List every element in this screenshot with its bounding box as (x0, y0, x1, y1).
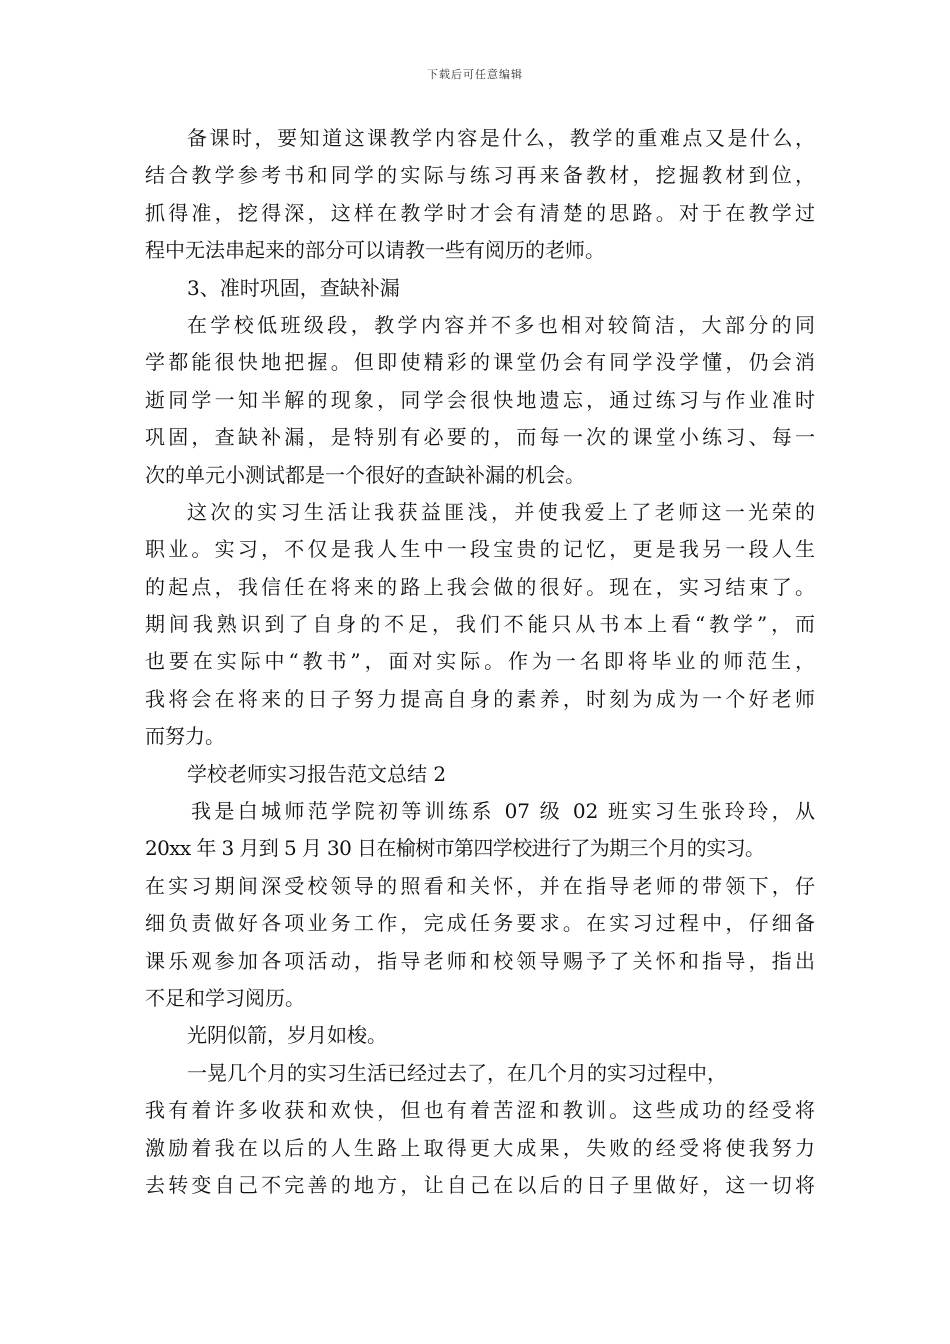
text-line: 一晃几个月的实习生活已经过去了，在几个月的实习过程中， (187, 1060, 727, 1085)
text-line: 在学校低班级段，教学内容并不多也相对较简洁，大部分的同 (187, 312, 815, 337)
text-line: 我将会在将来的日子努力提高自身的素养，时刻为成为一个好老师 (145, 686, 815, 711)
text-line: 抓得准，挖得深，这样在教学时才会有清楚的思路。对于在教学过 (145, 200, 815, 225)
text-line: 程中无法串起来的部分可以请教一些有阅历的老师。 (145, 238, 605, 263)
text-line: 这次的实习生活让我获益匪浅，并使我爱上了老师这一光荣的 (187, 499, 815, 524)
text-line: 期间我熟识到了自身的不足，我们不能只从书本上看“教学”，而 (145, 612, 815, 637)
text-line: 逝同学一知半解的现象，同学会很快地遗忘，通过练习与作业准时 (145, 387, 815, 412)
text-line: 备课时，要知道这课教学内容是什么，教学的重难点又是什么， (187, 126, 815, 150)
text-line: 我是白城师范学院初等训练系 07 级 02 班实习生张玲玲，从 (191, 799, 815, 824)
text-line: 我有着许多收获和欢快，但也有着苦涩和教训。这些成功的经受将 (145, 1098, 815, 1123)
text-line: 不足和学习阅历。 (145, 985, 305, 1010)
text-line: 结合教学参考书和同学的实际与练习再来备教材，挖掘教材到位， (145, 163, 815, 188)
text-line: 职业。实习，不仅是我人生中一段宝贵的记忆，更是我另一段人生 (145, 537, 815, 562)
text-line: 细负责做好各项业务工作，完成任务要求。在实习过程中，仔细备 (145, 911, 815, 936)
text-line: 在实习期间深受校领导的照看和关怀，并在指导老师的带领下，仔 (145, 873, 815, 898)
text-line: 去转变自己不完善的地方，让自己在以后的日子里做好，这一切将 (145, 1172, 815, 1197)
text-line: 巩固，查缺补漏，是特别有必要的，而每一次的课堂小练习、每一 (145, 425, 815, 450)
text-line: 光阴似箭，岁月如梭。 (187, 1023, 387, 1048)
text-line: 20xx 年 3 月到 5 月 30 日在榆树市第四学校进行了为期三个月的实习。 (145, 836, 765, 861)
text-line: 也要在实际中“教书”，面对实际。作为一名即将毕业的师范生， (145, 649, 815, 674)
document-body (145, 120, 815, 1204)
page-header: 下载后可任意编辑 (427, 68, 523, 81)
text-line: 而努力。 (145, 724, 225, 749)
text-line: 激励着我在以后的人生路上取得更大成果，失败的经受将使我努力 (145, 1135, 815, 1160)
section-heading: 学校老师实习报告范文总结 2 (187, 761, 447, 786)
text-line: 的起点，我信任在将来的路上我会做的很好。现在，实习结束了。 (145, 574, 815, 599)
text-line: 课乐观参加各项活动，指导老师和校领导赐予了关怀和指导，指出 (145, 948, 815, 973)
text-line: 学都能很快地把握。但即使精彩的课堂仍会有同学没学懂，仍会消 (145, 350, 815, 375)
section-heading: 3、准时巩固，查缺补漏 (187, 275, 400, 300)
text-line: 次的单元小测试都是一个很好的查缺补漏的机会。 (145, 462, 585, 487)
